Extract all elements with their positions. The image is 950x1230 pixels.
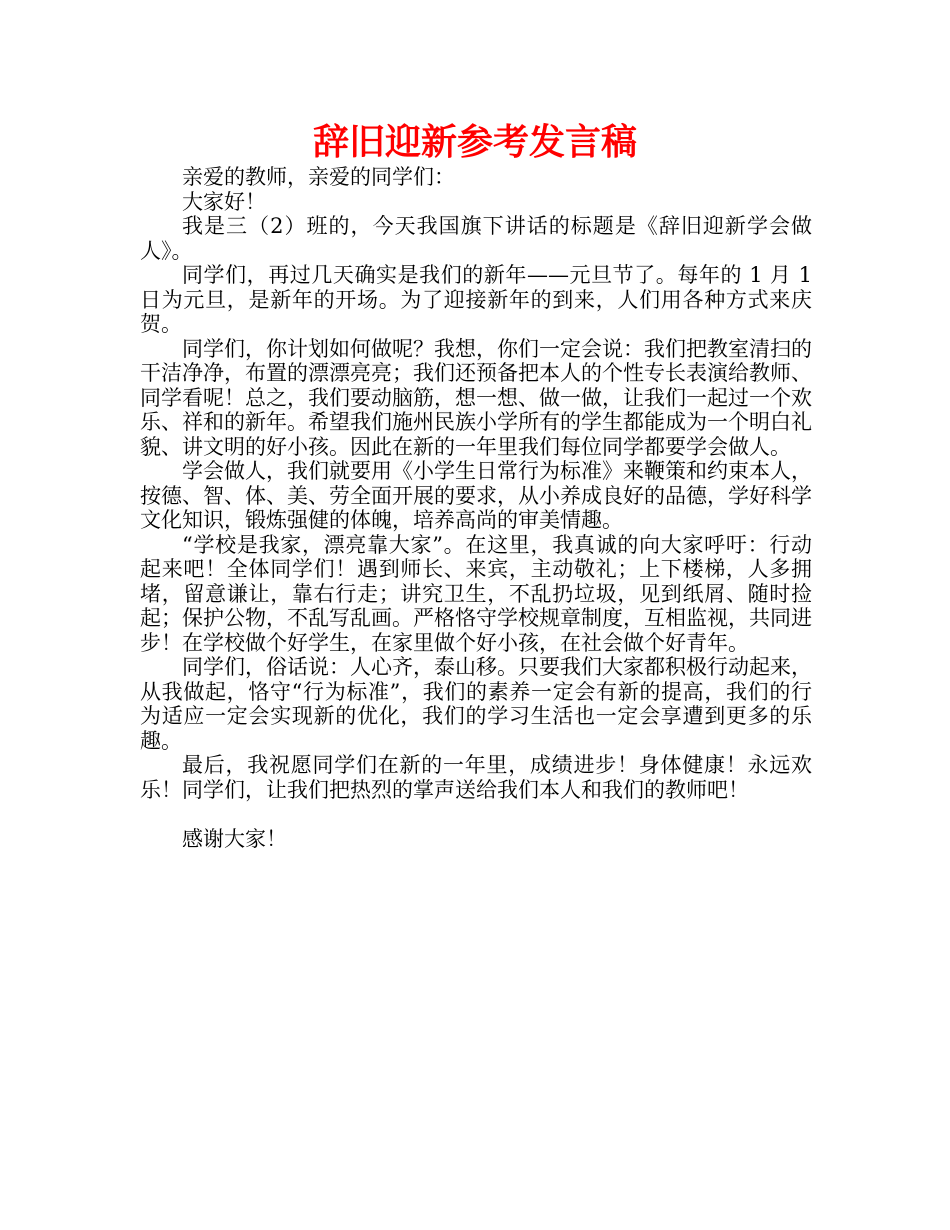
paragraph-intro: 我是三（2）班的，今天我国旗下讲话的标题是《辞旧迎新学会做人》。 xyxy=(140,214,812,263)
greeting: 大家好！ xyxy=(182,189,266,214)
paragraph-behavior: 学会做人，我们就要用《小学生日常行为标准》来鞭策和约束本人，按德、智、体、美、劳全面开展的要求，从小养成良好的品德，学好科学文化知识，锻炼强健的体魄，培养高尚的审美情趣。 xyxy=(140,459,812,532)
paragraph-school: “学校是我家，漂亮靠大家”。在这里，我真诚的向大家呼吁：行动起来吧！全体同学们！遇到师长、来宾，主动敬礼；上下楼梯，人多拥堵，留意谦让，靠右行走；讲究卫生，不乱扔垃圾，见到纸屑、随时捡起；保护公物，不乱写乱画。严格恪守学校规章制度，互相监视，共同进步！在学校做个好学生，在家里做个好小孩，在社会做个好青年。 xyxy=(140,532,812,655)
blank-line xyxy=(140,802,812,827)
document-title: 辞旧迎新参考发言稿 xyxy=(312,122,637,163)
paragraph-proverb: 同学们，俗话说：人心齐，泰山移。只要我们大家都积极行动起来，从我做起，恪守“行为标准”，我们的素养一定会有新的提高，我们的行为适应一定会实现新的优化，我们的学习生活也一定会享遭到更多的乐趣。 xyxy=(140,655,812,753)
paragraph-new-year: 同学们，再过几天确实是我们的新年——元旦节了。每年的 1 月 1 日为元旦，是新年的开场。为了迎接新年的到来，人们用各种方式来庆贺。 xyxy=(140,263,812,336)
salutation: 亲爱的教师，亲爱的同学们： xyxy=(182,165,455,189)
paragraph-wishes: 最后，我祝愿同学们在新的一年里，成绩进步！身体健康！永远欢乐！同学们，让我们把热烈的掌声送给我们本人和我们的教师吧！ xyxy=(140,753,812,802)
document-body xyxy=(140,165,812,851)
closing-thanks: 感谢大家！ xyxy=(182,826,287,851)
paragraph-plans: 同学们，你计划如何做呢？我想，你们一定会说：我们把教室清扫的干洁净净，布置的漂漂亮亮；我们还预备把本人的个性专长表演给教师、同学看呢！总之，我们要动脑筋，想一想、做一做，让我们一起过一个欢乐、祥和的新年。希望我们施州民族小学所有的学生都能成为一个明白礼貌、讲文明的好小孩。因此在新的一年里我们每位同学都要学会做人。 xyxy=(140,336,812,459)
